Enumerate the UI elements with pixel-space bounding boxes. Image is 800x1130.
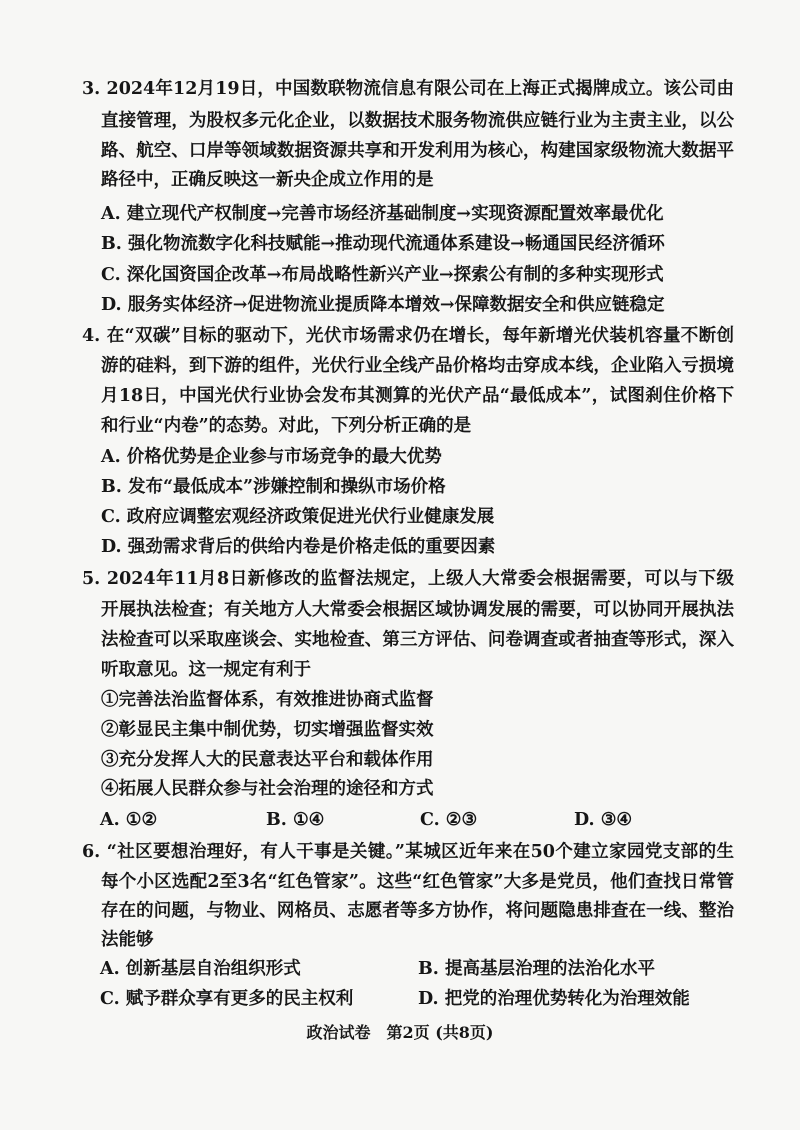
- option-c: C. 赋予群众享有更多的民主权利: [100, 989, 354, 1009]
- question-stem-line: 路径中，正确反映这一新央企成立作用的是: [101, 170, 434, 190]
- statement-4: ④拓展人民群众参与社会治理的途径和方式: [101, 779, 434, 799]
- question-stem-line: 存在的问题，与物业、网格员、志愿者等多方协作，将问题隐患排查在一线、整治: [101, 901, 734, 921]
- page-footer: 政治试卷 第2页 (共8页): [306, 1023, 494, 1042]
- statement-3: ③充分发挥人大的民意表达平台和载体作用: [101, 750, 434, 770]
- option-a: A. 创新基层自治组织形式: [100, 959, 301, 979]
- option-b: B. 发布“最低成本”涉嫌控制和操纵市场价格: [101, 477, 446, 497]
- question-stem-line: 直接管理，为股权多元化企业，以数据技术服务物流供应链行业为主责主业，以公: [101, 111, 734, 131]
- question-stem-line: 开展执法检查；有关地方人大常委会根据区域协调发展的需要，可以协同开展执法: [101, 600, 734, 620]
- option-b: B. 强化物流数字化科技赋能→推动现代流通体系建设→畅通国民经济循环: [101, 234, 665, 254]
- question-stem-line: 路、航空、口岸等领域数据资源共享和开发利用为核心，构建国家级物流大数据平: [101, 141, 734, 161]
- question-stem-line: 听取意见。这一规定有利于: [101, 660, 311, 680]
- question-stem-line: 每个小区选配2至3名“红色管家”。这些“红色管家”大多是党员，他们查找日常管: [101, 872, 734, 892]
- question-stem-line: 5. 2024年11月8日新修改的监督法规定，上级人大常委会根据需要，可以与下级: [82, 569, 734, 589]
- option-b: B. ①④: [266, 810, 325, 830]
- option-a: A. 建立现代产权制度→完善市场经济基础制度→实现资源配置效率最优化: [101, 204, 664, 224]
- statement-2: ②彰显民主集中制优势，切实增强监督实效: [101, 720, 434, 740]
- question-stem-line: 法检查可以采取座谈会、实地检查、第三方评估、问卷调查或者抽查等形式，深入: [101, 630, 734, 650]
- option-b: B. 提高基层治理的法治化水平: [418, 959, 655, 979]
- option-d: D. 强劲需求背后的供给内卷是价格走低的重要因素: [101, 537, 496, 557]
- option-c: C. 政府应调整宏观经济政策促进光伏行业健康发展: [101, 507, 495, 527]
- option-d: D. ③④: [574, 810, 633, 830]
- question-stem-line: 4. 在“双碳”目标的驱动下，光伏市场需求仍在增长，每年新增光伏装机容量不断创: [82, 326, 734, 346]
- question-stem-line: 3. 2024年12月19日，中国数联物流信息有限公司在上海正式揭牌成立。该公司由: [82, 79, 734, 99]
- option-a: A. 价格优势是企业参与市场竞争的最大优势: [101, 447, 442, 467]
- question-stem-line: 法能够: [101, 930, 154, 950]
- question-stem-line: 6. “社区要想治理好，有人干事是关键。”某城区近年来在50个建立家园党支部的生: [82, 842, 734, 862]
- option-d: D. 服务实体经济→促进物流业提质降本增效→保障数据安全和供应链稳定: [101, 295, 665, 315]
- statement-1: ①完善法治监督体系，有效推进协商式监督: [101, 690, 434, 710]
- option-c: C. 深化国资国企改革→布局战略性新兴产业→探索公有制的多种实现形式: [101, 265, 664, 285]
- option-a: A. ①②: [100, 810, 158, 830]
- question-stem-line: 和行业“内卷”的态势。对此，下列分析正确的是: [101, 416, 472, 436]
- question-stem-line: 游的硅料，到下游的组件，光伏行业全线产品价格均击穿成本线，企业陷入亏损境: [101, 356, 734, 376]
- question-stem-line: 月18日，中国光伏行业协会发布其测算的光伏产品“最低成本”，试图刹住价格下: [101, 386, 734, 406]
- option-c: C. ②③: [420, 810, 478, 830]
- option-d: D. 把党的治理优势转化为治理效能: [418, 989, 690, 1009]
